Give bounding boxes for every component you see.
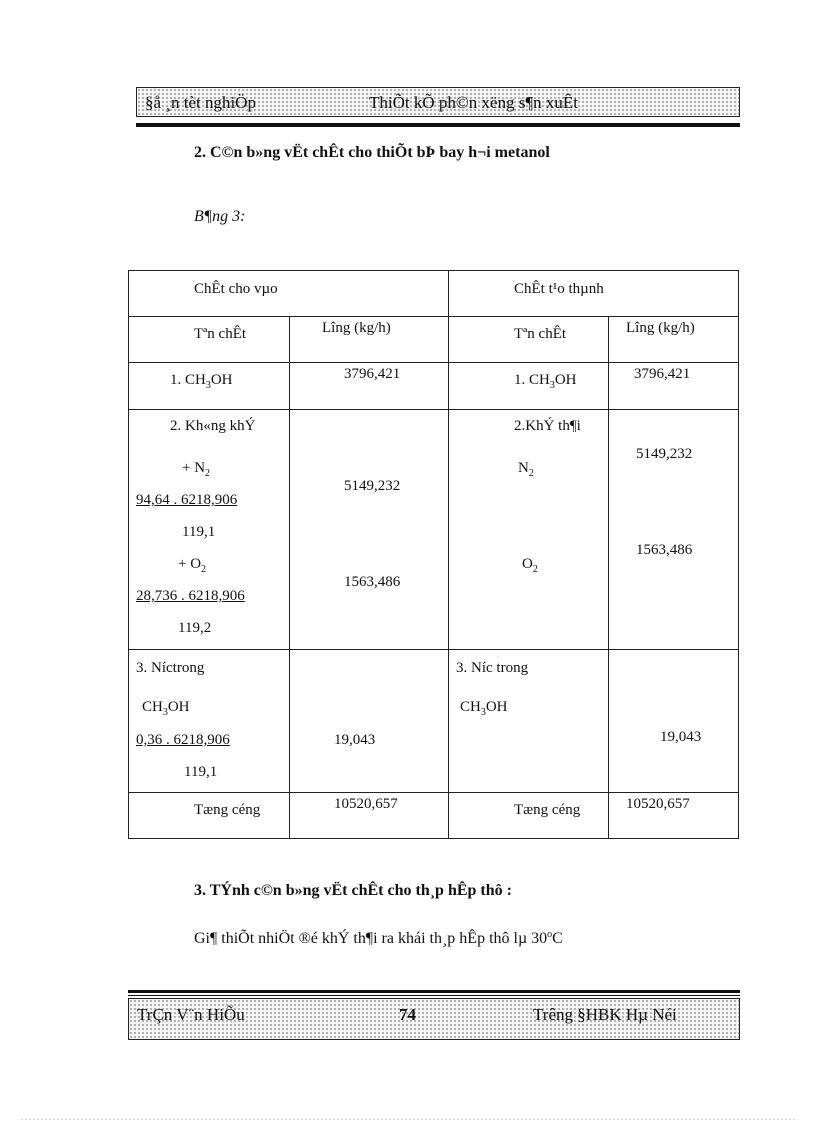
row1-in-name: 1. $CH_3OH$ [170, 372, 233, 391]
col-name-out: Tªn chÊt [514, 326, 567, 342]
row2-in-o2: + $O_2$ [178, 556, 207, 575]
row1-out-value: 3796,421 [634, 366, 691, 382]
bottom-dotted-edge [20, 1118, 796, 1121]
total-in-value: 10520,657 [334, 796, 398, 812]
row1-in-value: 3796,421 [344, 366, 401, 382]
row3-in-formula: $CH_3OH$ [142, 699, 190, 718]
row2-out-title: 2.KhÝ th¶i [514, 418, 581, 434]
table-border-bottom [128, 838, 739, 839]
row2-in-n2-denominator: 119,1 [182, 524, 216, 540]
row2-out-o2-value: 1563,486 [636, 542, 693, 558]
header-rule [136, 123, 740, 127]
table-row-line [128, 362, 739, 363]
header-inputs: ChÊt cho vµo [194, 281, 278, 297]
row3-in-value: 19,043 [334, 732, 376, 748]
page-header [136, 87, 740, 117]
total-in-label: Tæng céng [194, 802, 261, 818]
table-divider-right [608, 316, 609, 839]
header-thesis-label: §å ¸n tèt nghiÖp [145, 93, 256, 112]
row2-out-o2: $O_2$ [522, 556, 538, 575]
table-row-line [128, 409, 739, 410]
row2-in-o2-numerator: 28,736 . 6218,906 [136, 588, 245, 604]
row3-in-numerator: 0,36 . 6218,906 [136, 732, 230, 748]
header-thesis-topic: ThiÕt kÕ ph©n xëng s¶n xuÊt [369, 93, 579, 112]
footer-author: TrÇn V¨n HiÕu [137, 1005, 245, 1024]
table-divider-middle [448, 270, 449, 839]
table-row-line [128, 316, 739, 317]
row3-out-formula: $CH_3OH$ [460, 699, 508, 718]
footer-rule-thick [128, 990, 740, 993]
row3-out-value: 19,043 [660, 729, 702, 745]
row2-in-o2-value: 1563,486 [344, 574, 401, 590]
header-outputs: ChÊt t¹o thµnh [514, 281, 604, 297]
table-border-left [128, 270, 129, 839]
table-border-top [128, 270, 739, 271]
col-amount-out: Lîng (kg/h) [626, 320, 695, 336]
table-border-right [738, 270, 739, 839]
section-3-title: 3. TÝnh c©n b»ng vËt chÊt cho th¸p hÊp thô : [194, 882, 512, 899]
row2-in-title: 2. Kh«ng khÝ [170, 418, 256, 434]
row2-out-n2: $N_2$ [518, 460, 534, 479]
col-amount-in: Lîng (kg/h) [322, 320, 391, 336]
row3-out-title: 3. Níc trong [456, 660, 529, 676]
row3-in-title: 3. Níctrong [136, 660, 205, 676]
total-out-label: Tæng céng [514, 802, 581, 818]
row2-in-n2: + $N_2$ [182, 460, 211, 479]
table-row-line [128, 649, 739, 650]
footer-rule-thin [128, 995, 740, 996]
table-caption: B¶ng 3: [194, 208, 246, 225]
section-3-text: Gi¶ thiÕt nhiÖt ®é khÝ th¶i ra khái th¸p hÊp thô lµ 30$^o$C [194, 929, 563, 947]
row2-in-n2-numerator: 94,64 . 6218,906 [136, 492, 238, 508]
row2-in-n2-value: 5149,232 [344, 478, 401, 494]
page-number: 74 [399, 1005, 416, 1024]
table-row-line [128, 792, 739, 793]
row2-in-o2-denominator: 119,2 [178, 620, 212, 636]
section-2-title: 2. C©n b»ng vËt chÊt cho thiÕt bÞ bay h¬i metanol [194, 144, 550, 161]
row1-out-name: 1. $CH_3OH$ [514, 372, 577, 391]
row3-in-denominator: 119,1 [184, 764, 218, 780]
table-divider-left [289, 316, 290, 839]
row2-out-n2-value: 5149,232 [636, 446, 693, 462]
footer-school: Trêng §HBK Hµ Néi [533, 1005, 677, 1024]
col-name-in: Tªn chÊt [194, 326, 247, 342]
page-footer [128, 998, 740, 1040]
total-out-value: 10520,657 [626, 796, 690, 812]
